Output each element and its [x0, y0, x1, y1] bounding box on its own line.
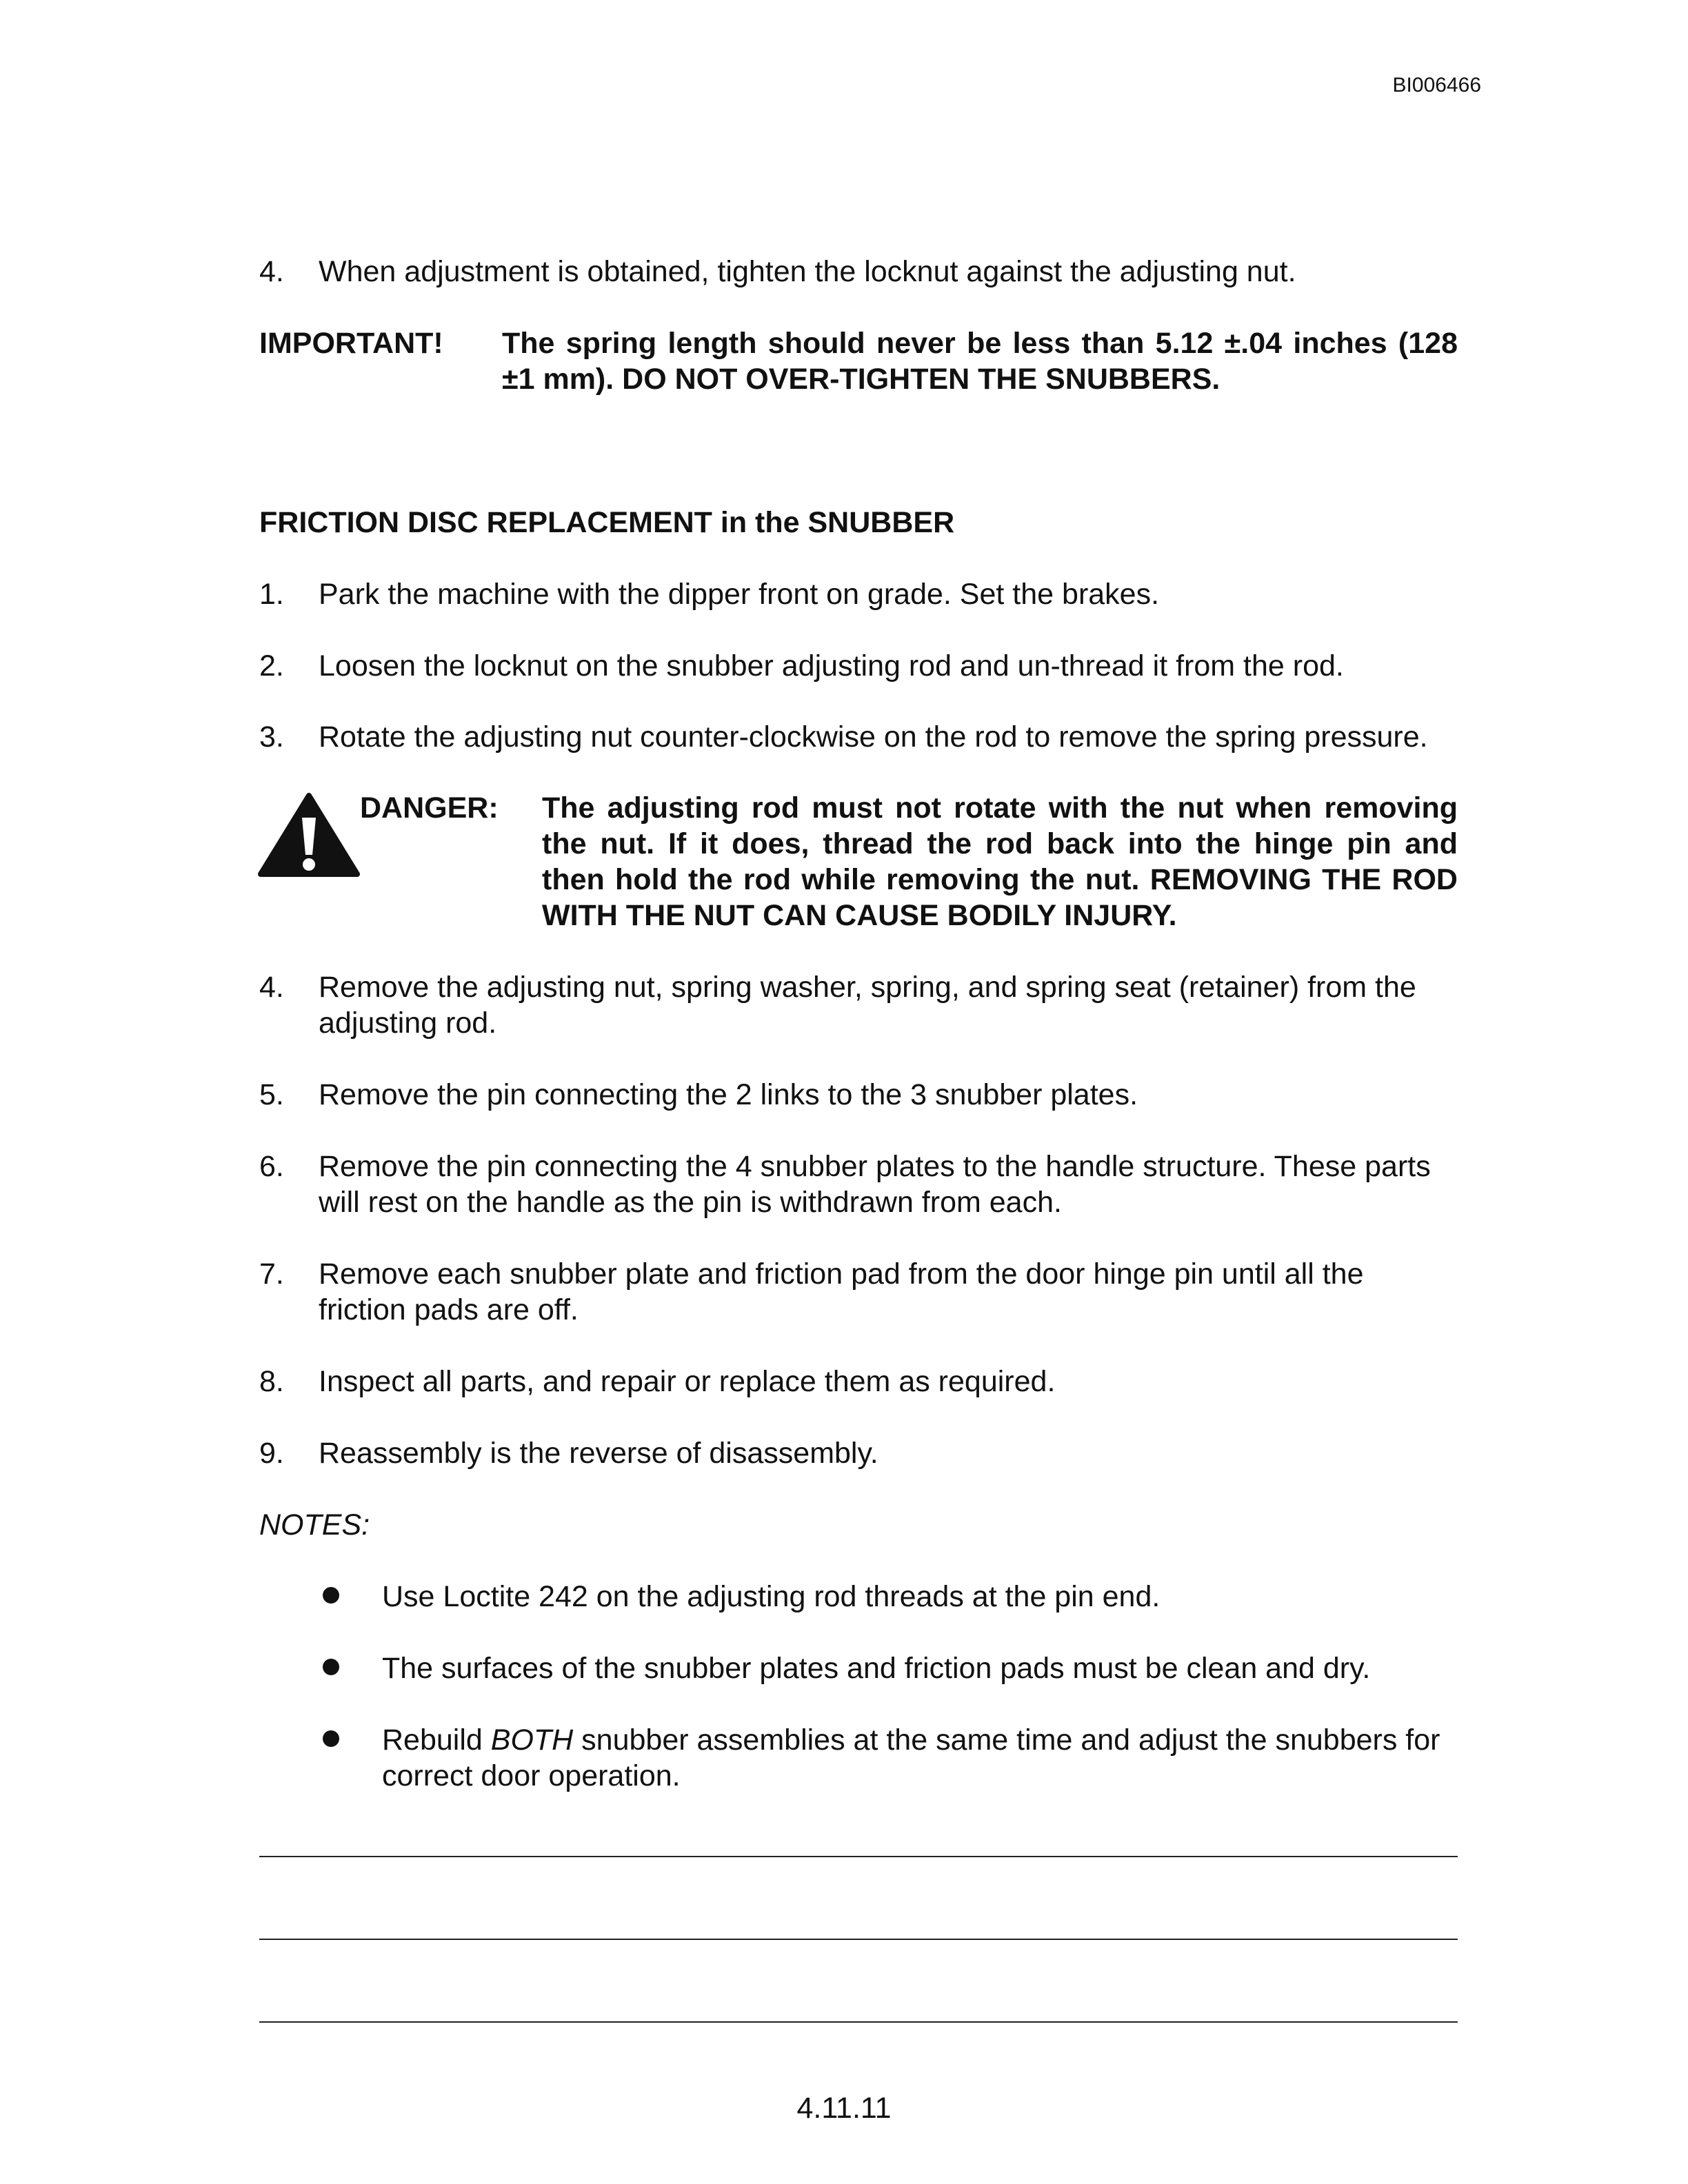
bullet-icon	[323, 1730, 339, 1747]
step-number: 3.	[259, 720, 284, 754]
section-title: FRICTION DISC REPLACEMENT in the SNUBBER	[259, 506, 955, 539]
step-number: 6.	[259, 1150, 284, 1183]
step-number: 4.	[259, 255, 284, 288]
step-text: Loosen the locknut on the snubber adjusting rod and un-thread it from the rod.	[319, 649, 1344, 682]
note-text: Rebuild	[382, 1723, 491, 1757]
document-id: BI006466	[1392, 74, 1481, 97]
note-item	[382, 1722, 1458, 1794]
step-text: Remove the adjusting nut, spring washer, spring, and spring seat (retainer) from the adjusting rod.	[319, 971, 1416, 1040]
step-number: 2.	[259, 649, 284, 682]
step-number: 7.	[259, 1257, 284, 1291]
bullet-icon	[323, 1587, 339, 1604]
note-item: The surfaces of the snubber plates and friction pads must be clean and dry.	[382, 1652, 1371, 1685]
note-emphasis: BOTH	[490, 1723, 574, 1757]
step-number: 1.	[259, 578, 284, 611]
step-text: Remove the pin connecting the 2 links to the 3 snubber plates.	[319, 1078, 1138, 1111]
note-line	[259, 1939, 1458, 1940]
important-text: The spring length should never be less than 5.12 ±.04 inches (128 ±1 mm). DO NOT OVER-TIGHTEN THE SNUBBERS.	[502, 327, 1458, 396]
bullet-icon	[323, 1659, 339, 1675]
note-line	[259, 2021, 1458, 2023]
note-line	[259, 1856, 1458, 1857]
step-number: 8.	[259, 1365, 284, 1398]
notes-label: NOTES:	[259, 1508, 370, 1541]
step-text: Park the machine with the dipper front on grade. Set the brakes.	[319, 578, 1160, 611]
note-text: snubber assemblies at the same time and adjust the snubbers for correct door operation.	[382, 1723, 1440, 1792]
step-text: When adjustment is obtained, tighten the locknut against the adjusting nut.	[319, 255, 1296, 288]
step-text: Inspect all parts, and repair or replace them as required.	[319, 1365, 1056, 1398]
danger-label: DANGER:	[360, 791, 499, 825]
step-number: 9.	[259, 1437, 284, 1470]
step-number: 4.	[259, 971, 284, 1004]
warning-triangle-icon	[257, 791, 361, 878]
step-text: Remove the pin connecting the 4 snubber plates to the handle structure. These parts will rest on the handle as the pin is withdrawn from each.	[319, 1150, 1431, 1219]
note-item: Use Loctite 242 on the adjusting rod threads at the pin end.	[382, 1580, 1160, 1613]
step-text: Reassembly is the reverse of disassembly.	[319, 1437, 878, 1470]
important-label: IMPORTANT!	[259, 327, 443, 360]
danger-text: The adjusting rod must not rotate with the nut when removing the nut. If it does, thread the rod back into the hinge pin and then hold the rod while removing the nut. REMOVING THE ROD WITH THE NUT CAN CAUSE BODILY INJURY.	[542, 791, 1458, 932]
page-number: 4.11.11	[796, 2092, 892, 2125]
step-text: Rotate the adjusting nut counter-clockwise on the rod to remove the spring pressure.	[319, 720, 1428, 754]
step-text: Remove each snubber plate and friction pad from the door hinge pin until all the friction pads are off.	[319, 1257, 1364, 1326]
step-number: 5.	[259, 1078, 284, 1111]
